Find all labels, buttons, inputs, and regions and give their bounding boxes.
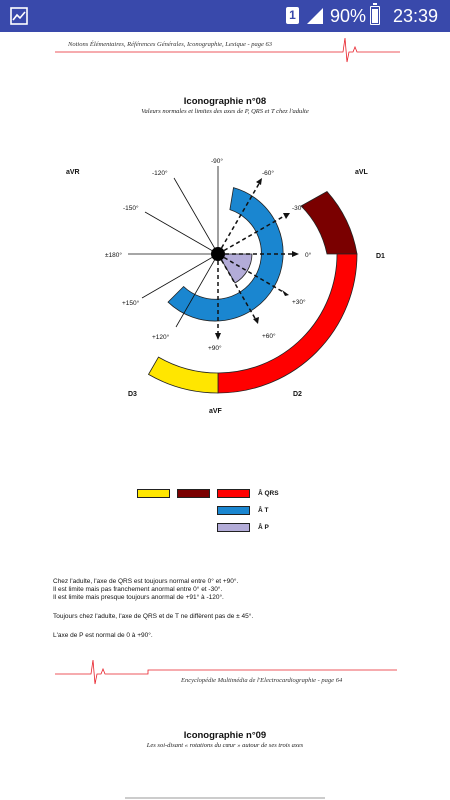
sim-card-icon: 1 (286, 7, 299, 24)
battery-icon (370, 6, 380, 25)
page-header-text: Notions Élémentaires, Références Générales, Iconographie, Lexique - page 63 (68, 41, 273, 48)
battery-percent: 90% (330, 6, 367, 26)
label-plus-150: +150° (122, 300, 140, 307)
text-line-4: Toujours chez l'adulte, l'axe de QRS et de T ne diffèrent pas de ± 45°. (53, 613, 254, 620)
label-plus-60: +60° (262, 333, 276, 340)
legend-label-p: Â P (258, 524, 269, 531)
text-line-1: Chez l'adulte, l'axe de QRS est toujours normal entre 0° et +90°. (53, 578, 239, 585)
figure-09-title: Iconographie n°09 (183, 730, 267, 741)
lead-d1: D1 (376, 253, 385, 260)
figure-08-subtitle: Valeurs normales et limites des axes de P, QRS et T chez l'adulte (141, 108, 309, 115)
qrs-arc-yellow-segment (149, 357, 219, 393)
legend-label-qrs: Â QRS (258, 490, 279, 497)
legend-swatch-qrs-dark (177, 489, 210, 498)
legend-swatch-qrs-yellow (137, 489, 170, 498)
legend-swatch-p (217, 523, 250, 532)
clock: 23:39 (393, 6, 439, 26)
label-minus-90: -90° (211, 158, 223, 165)
label-plus-minus-180: ±180° (105, 252, 123, 259)
next-figure-edge (125, 797, 325, 799)
legend-label-t: Â T (258, 507, 269, 514)
lead-avf: aVF (209, 408, 222, 415)
hexaxial-diagram (0, 32, 450, 432)
label-minus-30: -30° (292, 205, 304, 212)
figure-09-subtitle: Les soi-disant « rotations du cœur » autour de ses trois axes (146, 742, 304, 749)
legend-swatch-t (217, 506, 250, 515)
text-line-2: Il est limite mais pas franchement anormal entre 0° et -30°. (53, 586, 223, 593)
origin-dot (211, 247, 225, 261)
figure-08-title: Iconographie n°08 (183, 96, 267, 107)
label-minus-60: -60° (262, 170, 274, 177)
qrs-arc-dark-segment (301, 192, 357, 255)
label-zero: 0° (305, 252, 312, 259)
footer-ecg-line (0, 652, 450, 692)
lead-d2: D2 (293, 391, 302, 398)
label-plus-120: +120° (152, 334, 170, 341)
lead-avr: aVR (66, 169, 80, 176)
label-plus-90: +90° (208, 345, 222, 352)
label-plus-30: +30° (292, 299, 306, 306)
signal-strength-icon (306, 7, 324, 30)
label-minus-120: -120° (152, 170, 168, 177)
lead-avl: aVL (355, 169, 368, 176)
lead-d3: D3 (128, 391, 137, 398)
text-line-5: L'axe de P est normal de 0 à +90°. (53, 632, 153, 639)
legend-swatch-qrs-red (217, 489, 250, 498)
status-bar (0, 0, 450, 32)
page-footer-text: Encyclopédie Multimédia de l'Electrocardiographie - page 64 (181, 677, 343, 684)
label-minus-150: -150° (123, 205, 139, 212)
gallery-notification-icon (10, 7, 28, 25)
text-line-3: Il est limite mais presque toujours anormal de +91° à -120°. (53, 594, 224, 601)
document-page (0, 32, 450, 800)
